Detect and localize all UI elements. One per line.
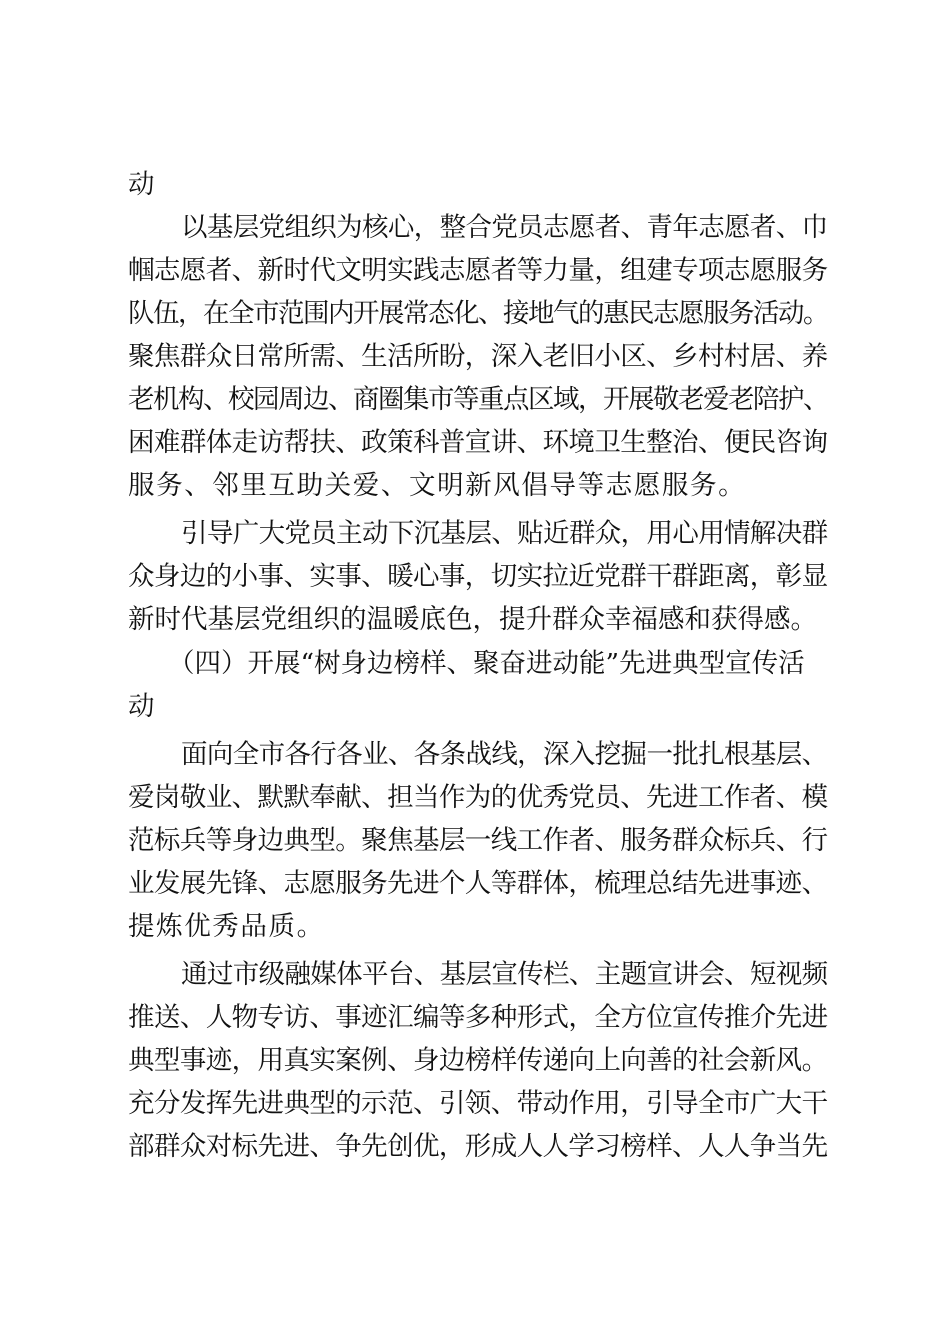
text-line: 众身边的小事、实事、暖心事，切实拉近党群干群距离，彰显 — [128, 561, 828, 592]
text-line: 充分发挥先进典型的示范、引领、带动作用，引导全市广大干 — [128, 1088, 828, 1119]
text-line: 服务、邻里互助关爱、文明新风倡导等志愿服务。 — [128, 470, 747, 501]
text-line: 帼志愿者、新时代文明实践志愿者等力量，组建专项志愿服务 — [128, 255, 828, 286]
text-line: 范标兵等身边典型。聚焦基层一线工作者、服务群众标兵、行 — [128, 825, 828, 856]
text-line: 业发展先锋、志愿服务先进个人等群体，梳理总结先进事迹、 — [128, 868, 828, 899]
text-line: 爱岗敬业、默默奉献、担当作为的优秀党员、先进工作者、模 — [128, 782, 828, 813]
text-line: 队伍，在全市范围内开展常态化、接地气的惠民志愿服务活动。 — [128, 298, 828, 329]
paragraph-first-line: 以基层党组织为核心，整合党员志愿者、青年志愿者、巾 — [181, 212, 828, 243]
text-line: 新时代基层党组织的温暖底色，提升群众幸福感和获得感。 — [128, 604, 817, 635]
paragraph-first-line: 面向全市各行各业、各条战线，深入挖掘一批扎根基层、 — [181, 739, 828, 770]
text-line: 动 — [128, 169, 157, 200]
text-line: 老机构、校园周边、商圈集市等重点区域，开展敬老爱老陪护、 — [128, 384, 828, 415]
paragraph-first-line: 引导广大党员主动下沉基层、贴近群众，用心用情解决群 — [181, 518, 828, 549]
section-heading: （四）开展“树身边榜样、聚奋进动能”先进典型宣传活 — [168, 648, 805, 679]
section-heading-continued: 动 — [128, 691, 157, 722]
text-line: 困难群体走访帮扶、政策科普宣讲、环境卫生整治、便民咨询 — [128, 427, 828, 458]
paragraph-first-line: 通过市级融媒体平台、基层宣传栏、主题宣讲会、短视频 — [181, 959, 828, 990]
text-line: 典型事迹，用真实案例、身边榜样传递向上向善的社会新风。 — [128, 1045, 828, 1076]
text-line: 提炼优秀品质。 — [128, 911, 325, 942]
text-line: 推送、人物专访、事迹汇编等多种形式，全方位宣传推介先进 — [128, 1002, 828, 1033]
text-line: 聚焦群众日常所需、生活所盼，深入老旧小区、乡村村居、养 — [128, 341, 828, 372]
text-line: 部群众对标先进、争先创优，形成人人学习榜样、人人争当先 — [128, 1131, 828, 1162]
